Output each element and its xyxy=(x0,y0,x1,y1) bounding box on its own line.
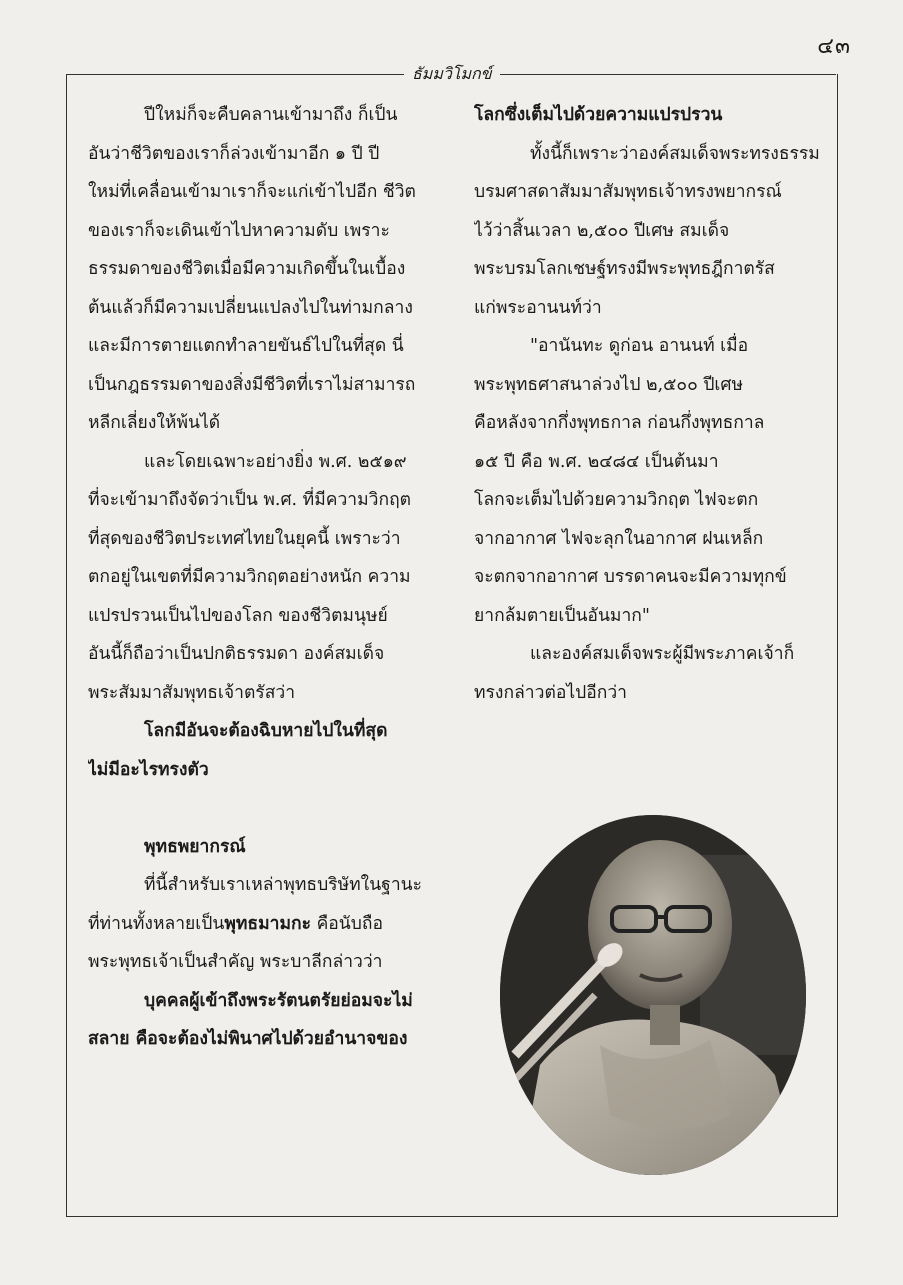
quote-line: โลกมีอันจะต้องฉิบหายไปในที่สุด xyxy=(144,721,388,741)
text-line: อันว่าชีวิตของเราก็ล่วงเข้ามาอีก ๑ ปี ปี xyxy=(88,143,380,164)
text-line: ๑๕ ปี คือ พ.ศ. ๒๔๘๔ เป็นต้นมา xyxy=(474,451,719,472)
paragraph-gap xyxy=(88,789,444,828)
text-line: จะตกจากอากาศ บรรดาคนจะมีความทุกข์ xyxy=(474,567,787,587)
text-line: และมีการตายแตกทำลายขันธ์ไปในที่สุด นี่ xyxy=(88,336,404,356)
section-heading: พุทธพยากรณ์ xyxy=(144,836,246,857)
text-line: ปีใหม่ก็จะคืบคลานเข้ามาถึง ก็เป็น xyxy=(144,105,398,125)
monk-portrait-photo xyxy=(500,815,806,1175)
text-line: ไว้ว่าสิ้นเวลา ๒,๕๐๐ ปีเศษ สมเด็จ xyxy=(474,220,730,241)
quote-line: โลกซึ่งเต็มไปด้วยความแปรปรวน xyxy=(474,105,723,125)
text-line: พระพุทธศาสนาล่วงไป ๒,๕๐๐ ปีเศษ xyxy=(474,374,744,395)
text-segment: คือนับถือ xyxy=(311,913,383,934)
text-line: ที่จะเข้ามาถึงจัดว่าเป็น พ.ศ. ที่มีความวิกฤต xyxy=(88,490,412,510)
quote-line: ไม่มีอะไรทรงตัว xyxy=(88,759,209,780)
running-header-title: ธัมมวิโมกข์ xyxy=(404,62,500,86)
text-line: อันนี้ก็ถือว่าเป็นปกติธรรมดา องค์สมเด็จ xyxy=(88,644,385,664)
text-line: ธรรมดาของชีวิตเมื่อมีความเกิดขึ้นในเบื้อง xyxy=(88,259,406,279)
monk-portrait-with-microphone-icon xyxy=(500,815,806,1175)
text-line: โลกจะเต็มไปด้วยความวิกฤต ไฟจะตก xyxy=(474,490,759,510)
text-line: ต้นแล้วก็มีความเปลี่ยนแปลงไปในท่ามกลาง xyxy=(88,297,413,318)
text-line: ตกอยู่ในเขตที่มีความวิกฤตอย่างหนัก ความ xyxy=(88,567,411,587)
text-line: "อานันทะ ดูก่อน อานนท์ เมื่อ xyxy=(530,336,749,356)
text-line: เป็นกฎธรรมดาของสิ่งมีชีวิตที่เราไม่สามารถ xyxy=(88,374,416,395)
text-line: แก่พระอานนท์ว่า xyxy=(474,297,602,318)
text-line: และโดยเฉพาะอย่างยิ่ง พ.ศ. ๒๕๑๙ xyxy=(144,451,407,472)
text-line: ทรงกล่าวต่อไปอีกว่า xyxy=(474,682,627,703)
right-column xyxy=(474,96,830,712)
emphasis-term: พุทธมามกะ xyxy=(224,913,311,934)
page-number: ๔๓ xyxy=(817,34,851,59)
quote-line: สลาย คือจะต้องไม่พินาศไปด้วยอำนาจของ xyxy=(88,1029,408,1049)
text-line: และองค์สมเด็จพระผู้มีพระภาคเจ้าก็ xyxy=(530,644,795,664)
text-segment: ที่ท่านทั้งหลายเป็น xyxy=(88,913,225,934)
text-line xyxy=(88,905,444,944)
text-line: พระบรมโลกเชษฐ์ทรงมีพระพุทธฎีกาตรัส xyxy=(474,259,775,279)
quote-line: บุคคลผู้เข้าถึงพระรัตนตรัยย่อมจะไม่ xyxy=(144,990,413,1011)
text-line: ยากล้มตายเป็นอันมาก" xyxy=(474,605,650,626)
text-line: แปรปรวนเป็นไปของโลก ของชีวิตมนุษย์ xyxy=(88,605,388,626)
text-line: พระสัมมาสัมพุทธเจ้าตรัสว่า xyxy=(88,682,296,703)
text-line: ที่สุดของชีวิตประเทศไทยในยุคนี้ เพราะว่า xyxy=(88,528,401,549)
text-line: ที่นี้สำหรับเราเหล่าพุทธบริษัทในฐานะ xyxy=(144,875,423,895)
left-column xyxy=(88,96,444,1059)
text-line: คือหลังจากกึ่งพุทธกาล ก่อนกึ่งพุทธกาล xyxy=(474,413,765,433)
text-line: ใหม่ที่เคลื่อนเข้ามาเราก็จะแก่เข้าไปอีก ชีวิต xyxy=(88,182,416,202)
text-line: ทั้งนี้ก็เพราะว่าองค์สมเด็จพระทรงธรรม xyxy=(530,143,820,164)
text-line: จากอากาศ ไฟจะลุกในอากาศ ฝนเหล็ก xyxy=(474,528,764,549)
text-line: บรมศาสดาสัมมาสัมพุทธเจ้าทรงพยากรณ์ xyxy=(474,182,782,202)
text-line: หลีกเลี่ยงให้พ้นได้ xyxy=(88,413,221,433)
text-line: พระพุทธเจ้าเป็นสำคัญ พระบาลีกล่าวว่า xyxy=(88,952,383,972)
text-line: ของเราก็จะเดินเข้าไปหาความดับ เพราะ xyxy=(88,220,390,241)
